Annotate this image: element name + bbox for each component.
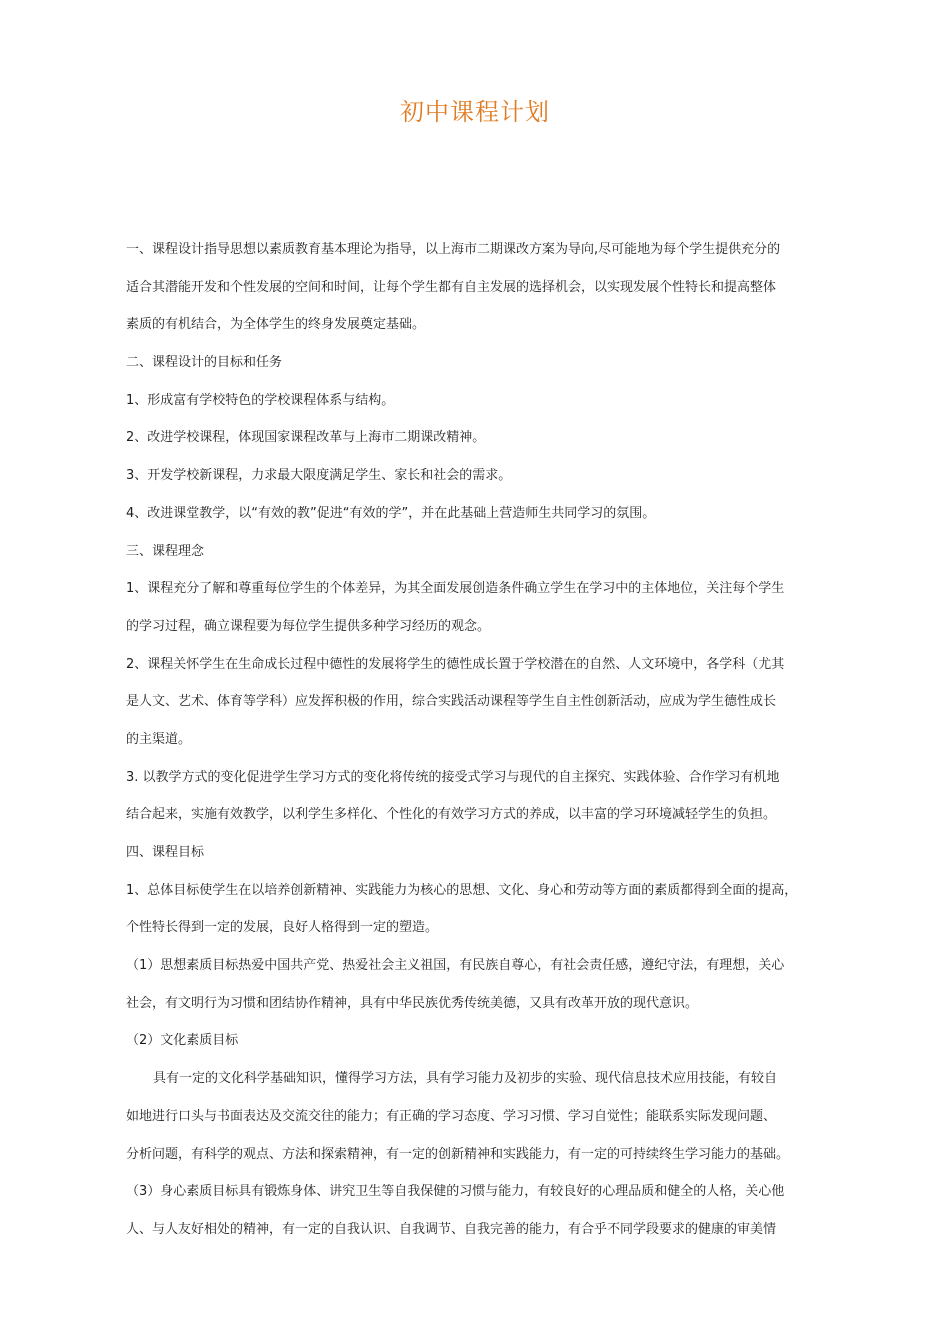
text-line: 三、课程理念 [126, 543, 205, 559]
text-line: 3、开发学校新课程，力求最大限度满足学生、家长和社会的需求。 [126, 468, 512, 484]
text-line: 个性特长得到一定的发展，良好人格得到一定的塑造。 [126, 920, 439, 936]
text-line: 一、课程设计指导思想以素质教育基本理论为指导，以上海市二期课改方案为导向,尽可能地为每个学生提供充分的 [126, 242, 781, 257]
text-line: 4、改进课堂教学，以“有效的教”促进“有效的学”，并在此基础上营造师生共同学习的氛围。 [126, 505, 656, 521]
text-line: 的主渠道。 [126, 731, 192, 747]
text-line: （2）文化素质目标 [126, 1033, 239, 1049]
text-line: 二、课程设计的目标和任务 [126, 355, 283, 371]
text-line: （1）思想素质目标热爱中国共产党、热爱社会主义祖国，有民族自尊心，有社会责任感，遵纪守法，有理想，关心 [126, 958, 785, 974]
text-line: （3）身心素质目标具有锻炼身体、讲究卫生等自我保健的习惯与能力，有较良好的心理品质和健全的人格，关心他 [126, 1184, 785, 1200]
text-line: 2、改进学校课程，体现国家课程改革与上海市二期课改精神。 [126, 430, 486, 446]
page-title: 初中课程计划 [400, 98, 550, 126]
text-line: 的学习过程，确立课程要为每位学生提供多种学习经历的观念。 [126, 618, 491, 634]
text-line: 适合其潜能开发和个性发展的空间和时间，让每个学生都有自主发展的选择机会，以实现发展个性特长和提高整体 [126, 279, 777, 295]
text-line: 是人文、艺术、体育等学科）应发挥积极的作用，综合实践活动课程等学生自主性创新活动，应成为学生德性成长 [126, 694, 777, 710]
text-line: 人、与人友好相处的精神，有一定的自我认识、自我调节、自我完善的能力，有合乎不同学段要求的健康的审美情 [126, 1221, 777, 1237]
text-line: 1、课程充分了解和尊重每位学生的个体差异，为其全面发展创造条件确立学生在学习中的主体地位，关注每个学生 [126, 581, 785, 597]
text-line: 3. 以教学方式的变化促进学生学习方式的变化将传统的接受式学习与现代的自主探究、实践体验、合作学习有机地 [126, 769, 780, 785]
text-line: 1、总体目标使学生在以培养创新精神、实践能力为核心的思想、文化、身心和劳动等方面的素质都得到全面的提高， [126, 882, 798, 898]
text-line: 结合起来，实施有效教学，以利学生多样化、个性化的有效学习方式的养成，以丰富的学习环境减轻学生的负担。 [126, 807, 777, 823]
text-line: 1、形成富有学校特色的学校课程体系与结构。 [126, 392, 395, 408]
text-line: 分析问题，有科学的观点、方法和探索精神，有一定的创新精神和实践能力，有一定的可持续终生学习能力的基础。 [126, 1146, 790, 1162]
text-line: 具有一定的文化科学基础知识，懂得学习方法，具有学习能力及初步的实验、现代信息技术应用技能，有较自 [153, 1071, 778, 1087]
text-line: 素质的有机结合，为全体学生的终身发展奠定基础。 [126, 317, 426, 333]
text-line: 如地进行口头与书面表达及交流交往的能力；有正确的学习态度、学习习惯、学习自觉性；能联系实际发现问题、 [126, 1108, 777, 1124]
document-body [126, 240, 826, 1258]
text-line: 2、课程关怀学生在生命成长过程中德性的发展将学生的德性成长置于学校潜在的自然、人文环境中，各学科（尤其 [126, 656, 785, 672]
text-line: 社会，有文明行为习惯和团结协作精神，具有中华民族优秀传统美德，又具有改革开放的现代意识。 [126, 995, 699, 1011]
text-line: 四、课程目标 [126, 845, 205, 860]
